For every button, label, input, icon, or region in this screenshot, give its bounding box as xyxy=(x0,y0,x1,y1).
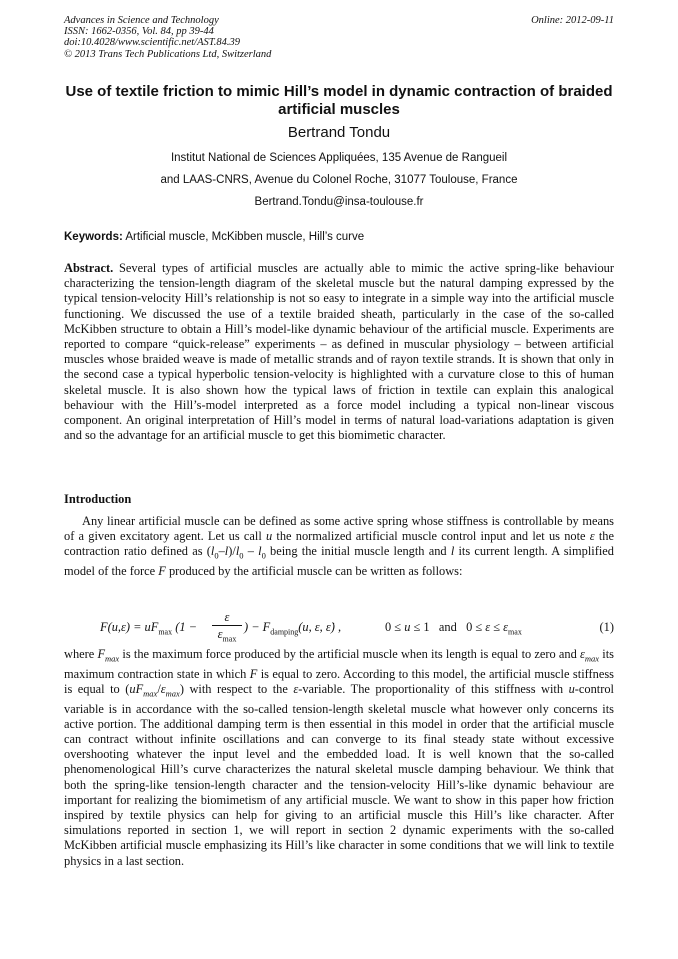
abstract xyxy=(64,261,614,443)
affiliation-line-1: Institut National de Sciences Appliquées, 135 Avenue de Rangueil xyxy=(170,152,508,164)
keywords xyxy=(64,230,614,244)
abstract-text: Several types of artificial muscles are actually able to mimic the active spring-like behaviour characterizing the tension-length diagram of the skeletal muscle but the natural damping expressed by the typical tension-velocity Hill’s relationship is not so easy to integrate in a simple way into the artificial muscle functioning. We discussed the use of a textile braided sheath, particularly in the case of the so-called McKibben structure to obtain a Hill’s model-like dynamic behaviour of the artificial muscle. Experiments are reported to compare “quick-release” experiments – as defined in muscular physiology – between artificial muscles whose braided weave is made of metallic strands and of rayon textile strands. It is shown that only in the second case a typical hyperbolic tension-velocity is highlighted with a curvature close to this of human skeletal muscle. It is also shown how the typical laws of friction in textile can explain this analogical behaviour with the Hill’s-model interpreted as a force model including a typical non-linear viscous component. An original interpretation of Hill’s model in terms of natural load-variations adaptation is given and so the advantage for an artificial muscle to get this biomimetic character. xyxy=(64,261,614,443)
affiliation-line-2: and LAAS-CNRS, Avenue du Colonel Roche, 31077 Toulouse, France xyxy=(160,174,518,186)
author-email: Bertrand.Tondu@insa-toulouse.fr xyxy=(254,196,424,208)
equation-fraction: ε $\varepsilon_{max}$ xyxy=(212,610,242,646)
abstract-label: Abstract. xyxy=(64,261,114,275)
issn-line: ISSN: 1662-0356, Vol. 84, pp 39-44 xyxy=(64,26,214,38)
introduction-heading: Introduction xyxy=(64,492,132,506)
equation-1: $F(u,\varepsilon) = uF_{max}$ (1 − ε $\varepsilon_{max}$ ) − $F_{damping}(u$, ε, ε̇) , 0 ≤ u ≤ 1 and $0 \le \varepsilon \le \varepsilon_{max}$ (1) xyxy=(100,610,614,648)
introduction-paragraph-2: where $F_{max}$ is the maximum force produced by the artificial muscle when its length is equal to zero and $\varepsilon_{max}$ its maximum contraction state in which F is equal to zero. According to this model, the artificial muscle stiffness is equal to $(uF_{max}/\varepsilon_{max})$ with respect to the ε-variable. The proportionality of this stiffness with u-control variable is in accordance with the so-called tension-length skeletal muscle what however only concerns its active portion. The additional damping term is then essential in this model in order that the artificial muscle can contract without infinite oscillations and can converge to its final steady state without excessive overshooting whatever the input level and the embedded load. It is well known that the so-called phenomenological Hill’s curve characterizes the natural skeletal muscle damping behaviour. We think that both the spring-like tension-length character and the tension-velocity Hill’s-like dynamic behaviour are important for realizing the biomimetism of any artificial muscle. We want to show in this paper how friction inspired by textile physics can help for giving to an artificial muscle this Hill’s like character. After simulations reported in section 1, we will report in section 2 dynamic experiments with the so-called McKibben artificial muscle emphasizing its Hill’s like character in some conditions that we will link to textile physics in a last section. xyxy=(64,647,614,868)
copyright-line: © 2013 Trans Tech Publications Ltd, Switzerland xyxy=(64,48,272,60)
journal-header xyxy=(64,15,424,60)
doi-line: doi:10.4028/www.scientific.net/AST.84.39 xyxy=(64,37,241,49)
introduction-paragraph-1: Any linear artificial muscle can be defined as some active spring whose stiffness is controllable by means of a given excitatory agent. Let us call u the normalized artificial muscle control input and let us note ε the contraction ratio defined as $(l_0-l)/l_0 - l_0$ being the initial muscle length and l its current length. A simplified model of the force F produced by the artificial muscle can be written as follows: xyxy=(64,514,614,579)
paper-title: Use of textile friction to mimic Hill’s model in dynamic contraction of braided artificial muscles xyxy=(65,83,613,118)
keywords-text: Artificial muscle, McKibben muscle, Hill’s curve xyxy=(125,231,365,243)
keywords-label: Keywords: xyxy=(64,231,123,243)
equation-and: and xyxy=(438,620,457,634)
equation-number: (1) xyxy=(599,620,614,634)
journal-name: Advances in Science and Technology xyxy=(64,15,219,26)
online-date: Online: 2012-09-11 xyxy=(531,15,614,26)
author-name: Bertrand Tondu xyxy=(287,124,391,141)
